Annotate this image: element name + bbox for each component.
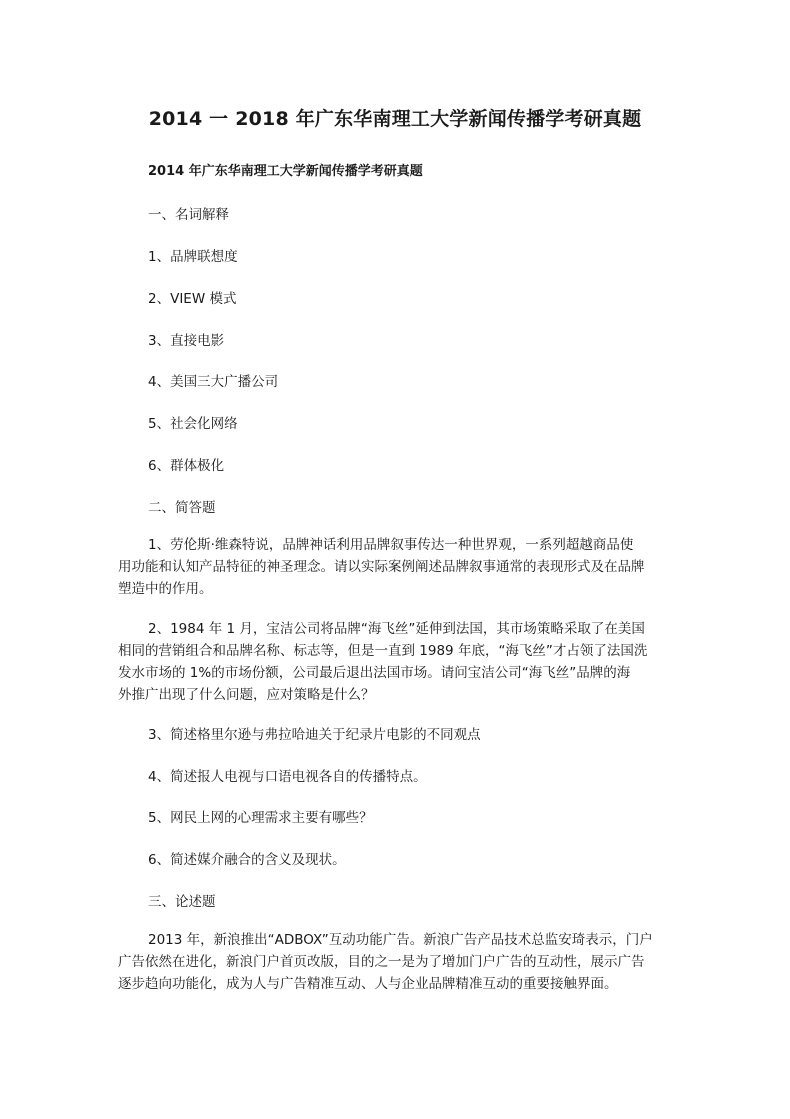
question-1: [118, 534, 678, 600]
question-3: 3、简述格里尔逊与弗拉哈迪关于纪录片电影的不同观点: [148, 727, 481, 743]
question-line: 用功能和认知产品特征的神圣理念。请以实际案例阐述品牌叙事通常的表现形式及在品牌: [118, 559, 645, 575]
question-6: 6、简述媒介融合的含义及现状。: [148, 852, 346, 868]
term-item: 1、品牌联想度: [148, 249, 238, 265]
term-item: 2、VIEW 模式: [148, 291, 237, 307]
question-line: 发水市场的 1%的市场份额，公司最后退出法国市场。请问宝洁公司“海飞丝”品牌的海: [118, 665, 631, 681]
essay-question: [118, 929, 678, 995]
question-line: 外推广出现了什么问题，应对策略是什么？: [118, 687, 375, 703]
question-4: 4、简述报人电视与口语电视各自的传播特点。: [148, 769, 427, 785]
section-heading-terms: 一、名词解释: [148, 207, 229, 223]
page-title: 2014 一 2018 年广东华南理工大学新闻传播学考研真题: [148, 108, 642, 130]
question-5: 5、网民上网的心理需求主要有哪些？: [148, 810, 373, 826]
essay-line: 2013 年，新浪推出“ADBOX”互动功能广告。新浪广告产品技术总监安琦表示，门户: [148, 932, 653, 948]
term-item: 5、社会化网络: [148, 416, 238, 432]
term-item: 3、直接电影: [148, 333, 225, 349]
essay-line: 广告依然在进化，新浪门户首页改版，目的之一是为了增加门户广告的互动性，展示广告: [118, 954, 645, 970]
section-heading-essay: 三、论述题: [148, 894, 216, 910]
section-heading-short-answer: 二、简答题: [148, 500, 216, 516]
question-line: 2、1984 年 1 月，宝洁公司将品牌“海飞丝”延伸到法国，其市场策略采取了在美国: [148, 621, 645, 637]
term-item: 6、群体极化: [148, 458, 225, 474]
question-line: 塑造中的作用。: [118, 581, 213, 597]
essay-line: 逐步趋向功能化，成为人与广告精准互动、人与企业品牌精准互动的重要接触界面。: [118, 976, 618, 992]
term-item: 4、美国三大广播公司: [148, 374, 279, 390]
exam-subtitle: 2014 年广东华南理工大学新闻传播学考研真题: [148, 164, 423, 179]
question-line: 1、劳伦斯·维森特说，品牌神话利用品牌叙事传达一种世界观，一系列超越商品使: [148, 537, 634, 553]
question-2: [118, 618, 678, 706]
question-line: 相同的营销组合和品牌名称、标志等，但是一直到 1989 年底，“海飞丝”才占领了法国洗: [118, 643, 648, 659]
